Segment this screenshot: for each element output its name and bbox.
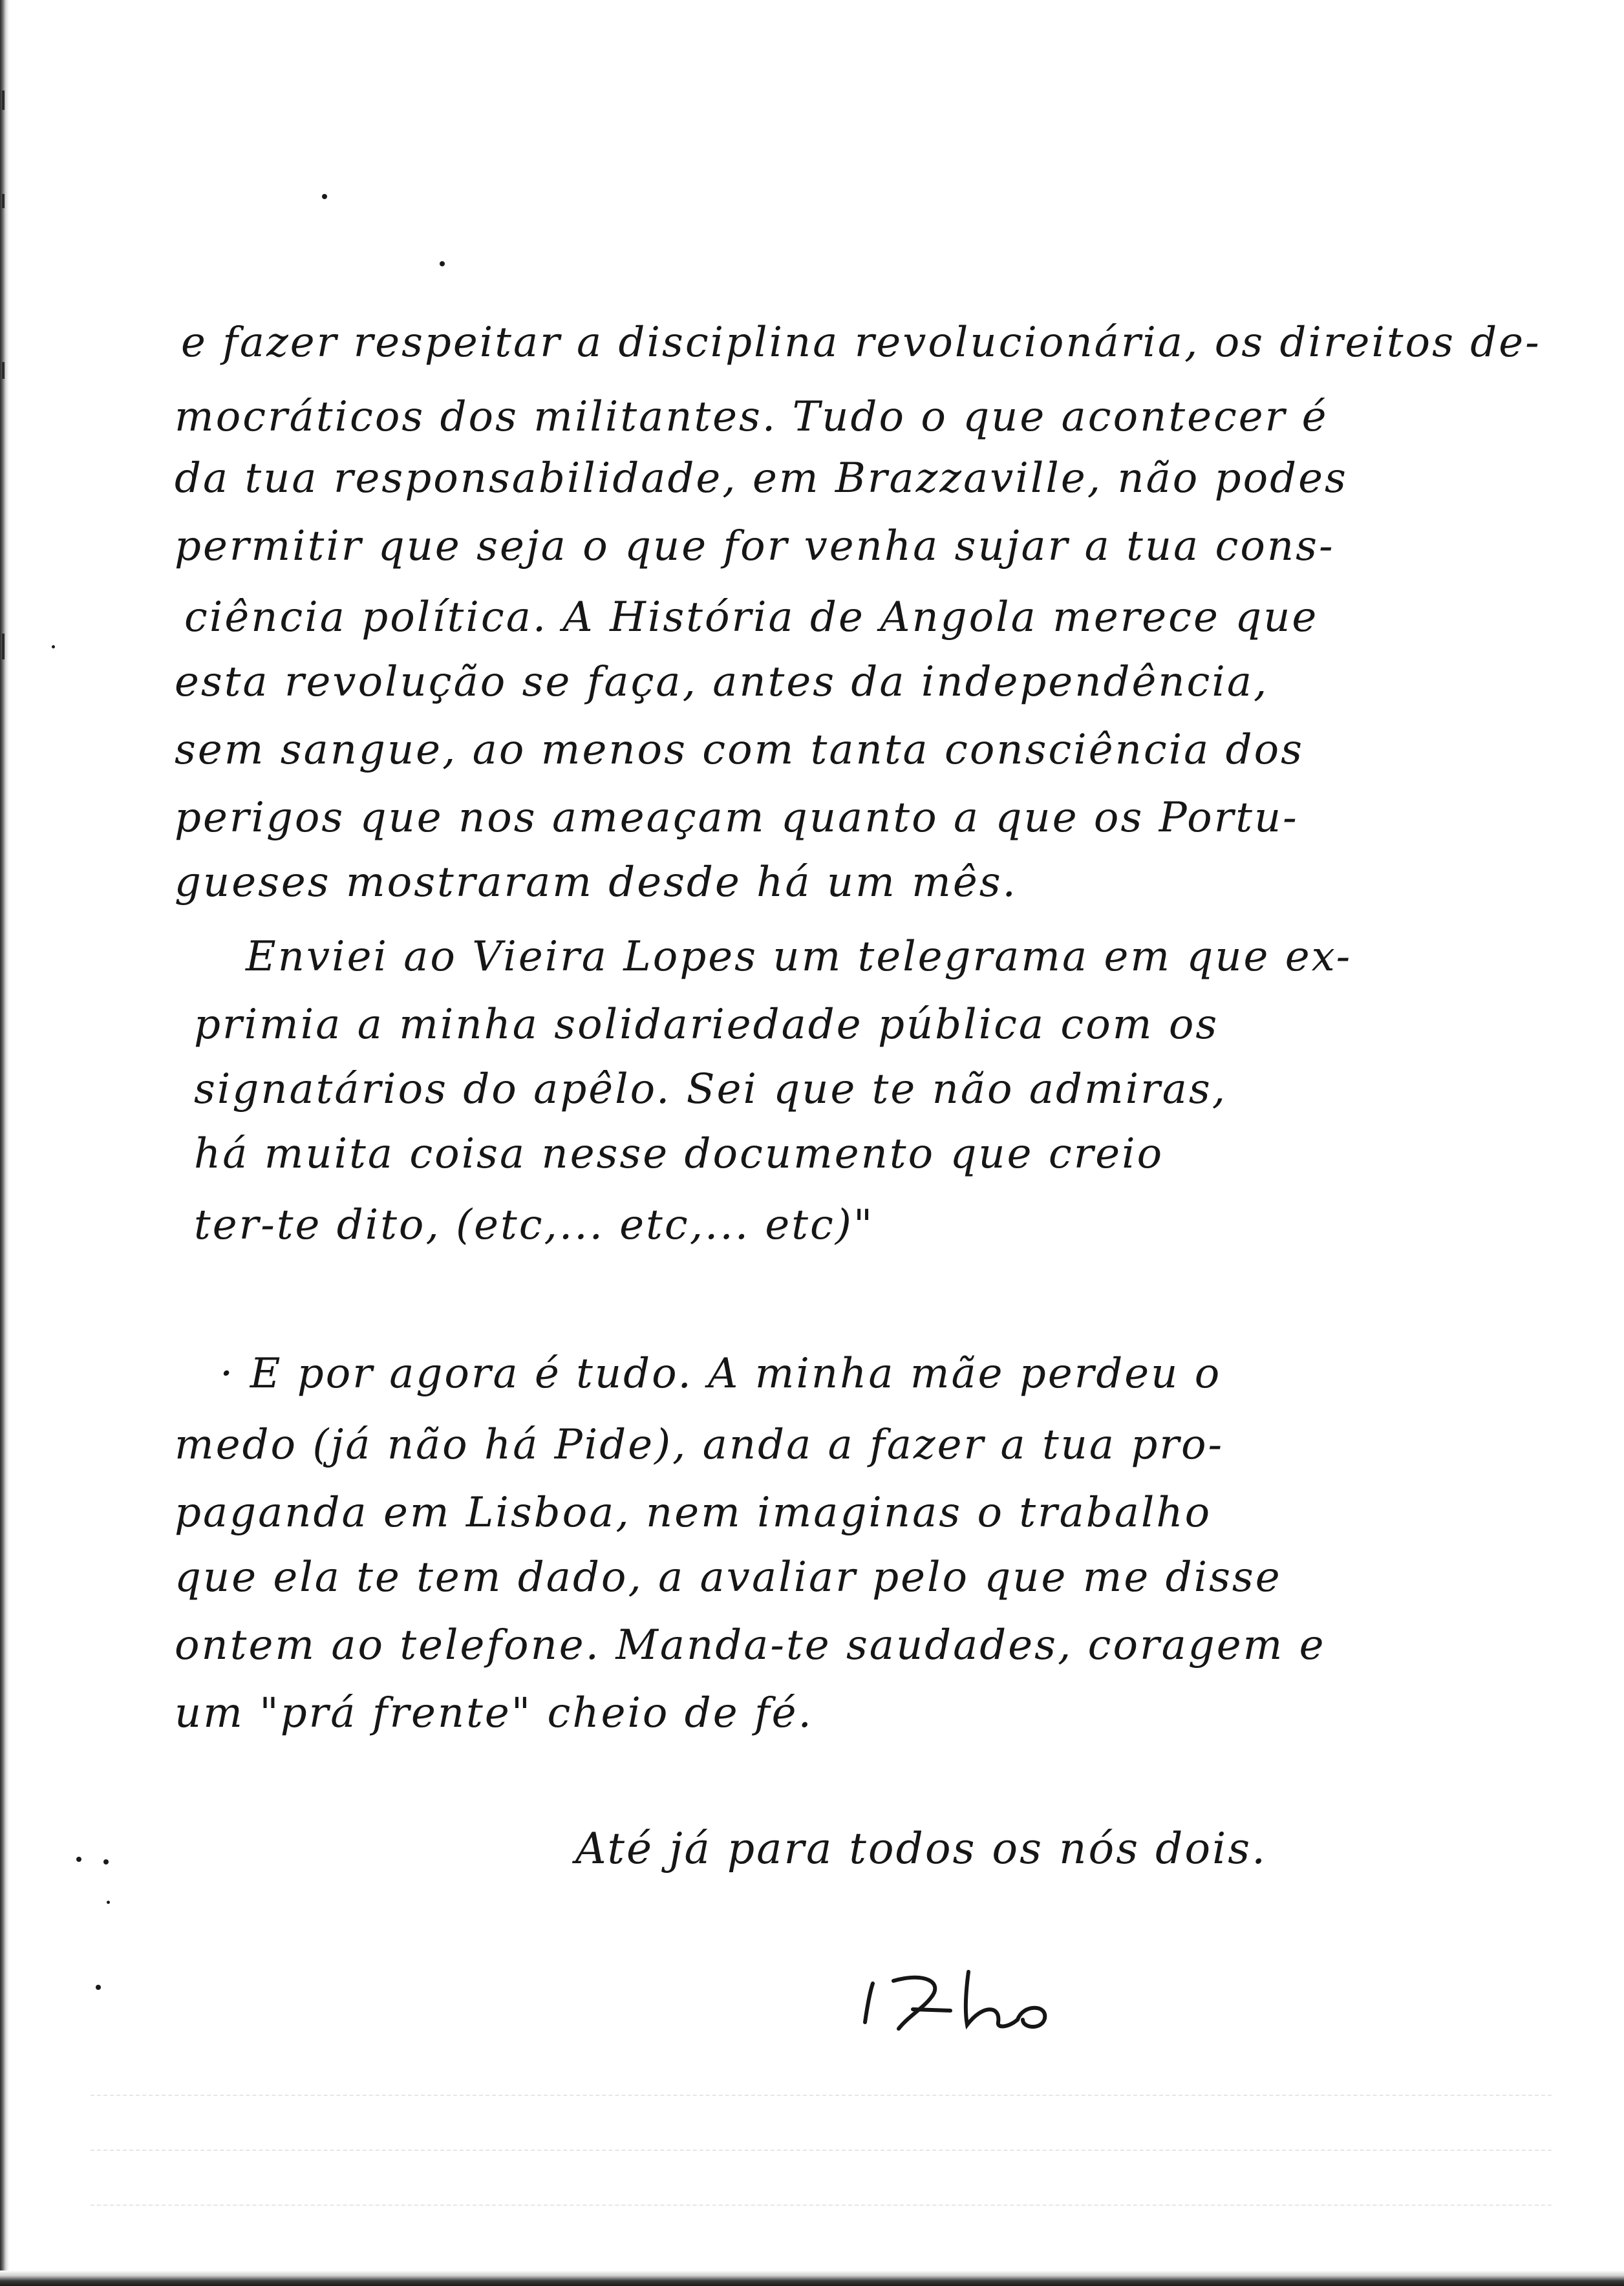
letter-line: esta revolução se faça, antes da independência, xyxy=(175,658,1269,706)
letter-line: um "prá frente" cheio de fé. xyxy=(175,1689,813,1737)
letter-line: que ela te tem dado, a avaliar pelo que me disse xyxy=(175,1554,1282,1601)
letter-line: medo (já não há Pide), anda a fazer a tua pro- xyxy=(175,1421,1224,1469)
letter-line: ciência política. A História de Angola merece que xyxy=(184,593,1319,641)
letter-line: ter-te dito, (etc,... etc,... etc)" xyxy=(194,1201,875,1249)
letter-line: da tua responsabilidade, em Brazzaville, não podes xyxy=(175,454,1348,502)
letter-line: e fazer respeitar a disciplina revolucionária, os direitos de- xyxy=(181,319,1541,367)
letter-line: perigos que nos ameaçam quanto a que os Portu- xyxy=(175,794,1299,842)
letter-line: signatários do apêlo. Sei que te não admiras, xyxy=(194,1065,1228,1113)
letter-line: · E por agora é tudo. A minha mãe perdeu o xyxy=(220,1350,1222,1398)
letter-line: mocráticos dos militantes. Tudo o que acontecer é xyxy=(175,393,1329,441)
letter-line: paganda em Lisboa, nem imaginas o trabalho xyxy=(175,1489,1212,1537)
letter-line: gueses mostraram desde há um mês. xyxy=(175,859,1018,906)
letter-line: há muita coisa nesse documento que creio xyxy=(194,1130,1164,1178)
letter-line: primia a minha solidariedade pública com os xyxy=(194,1001,1219,1049)
letter-line: Enviei ao Vieira Lopes um telegrama em que ex- xyxy=(246,933,1352,981)
letter-line: sem sangue, ao menos com tanta consciência dos xyxy=(175,726,1304,774)
letter-line: ontem ao telefone. Manda-te saudades, coragem e xyxy=(175,1621,1326,1669)
signature xyxy=(853,1952,1073,2043)
letter-line: permitir que seja o que for venha sujar a tua cons- xyxy=(175,522,1335,570)
closing-line: Até já para todos os nós dois. xyxy=(575,1824,1268,1874)
